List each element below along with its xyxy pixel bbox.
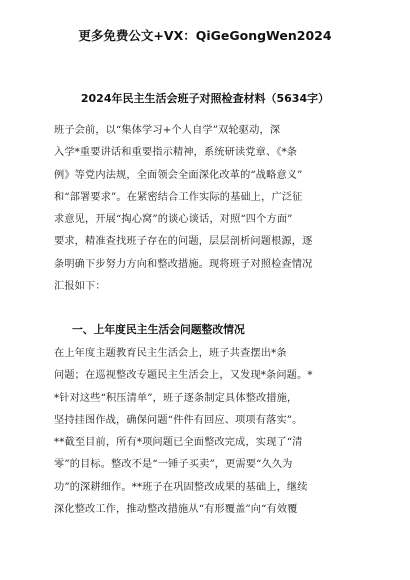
text-line: 零”的目标。整改不是“一锤子买卖”，更需要“久久为 [54,459,293,471]
text-line: 求意见，开展“掏心窝”的谈心谈话，对照“四个方面” [54,214,293,226]
text-line: 在上年度主题教育民主生活会上，班子共查摆出*条 [54,348,287,359]
text-line: 条明确下步努力方向和整改措施。现将班子对照检查情况 [54,258,313,270]
document-title: 2024年民主生活会班子对照检查材料（5634字） [80,92,330,105]
text-line: 汇报如下： [54,281,106,293]
text-line: 和“部署要求”。在紧密结合工作实际的基础上，广泛征 [54,191,303,203]
text-line: 入学*重要讲话和重要指示精神，系统研读党章、《*条 [54,147,298,159]
text-line: 深化整改工作，推动整改措施从“有形覆盖”向“有效覆 [54,504,298,516]
section-body-paragraph [54,343,358,521]
text-line: 问题；在巡视整改专题民主生活会上，又发现*条问题。* [54,370,313,382]
promo-banner: 更多免费公文+VX：QiGeGongWen2024 [78,28,332,43]
text-line: 功”的深耕细作。**班子在巩固整改成果的基础上，继续 [54,481,308,493]
intro-paragraph [54,120,358,298]
text-line: *针对这些“积压清单”，班子逐条制定具体整改措施， [54,392,298,404]
text-line: 班子会前，以“集体学习+个人自学”双轮驱动，深 [54,125,281,136]
text-line: 要求，精准查找班子存在的问题，层层剖析问题根源，逐 [54,236,313,248]
text-line: **截至目前，所有*项问题已全面整改完成，实现了“清 [54,437,303,449]
section-heading: 一、上年度民主生活会问题整改情况 [72,323,245,336]
text-line: 例》等党内法规，全面领会全面深化改革的“战略意义” [54,169,303,181]
text-line: 坚持挂图作战，确保问题“件件有回应、项项有落实”。 [54,414,303,426]
